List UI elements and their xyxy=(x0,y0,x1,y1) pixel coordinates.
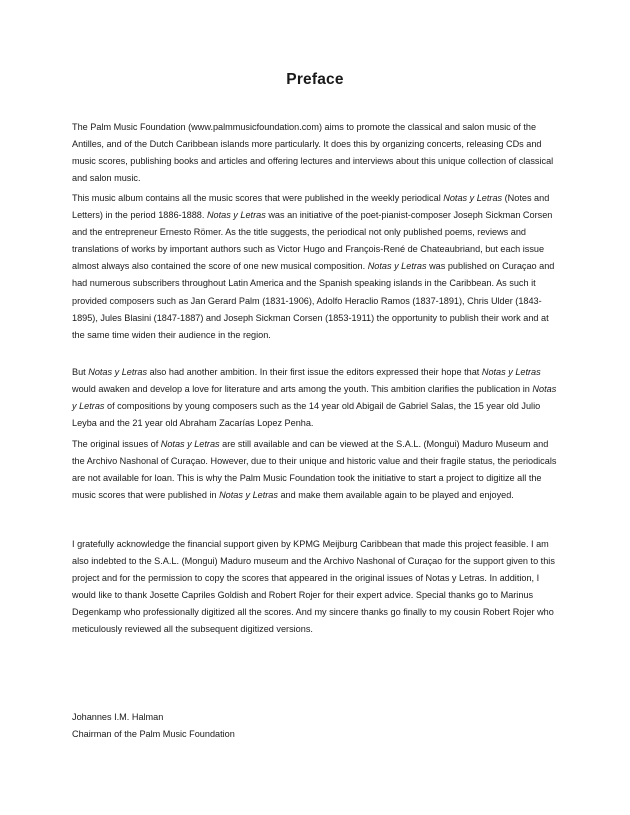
paragraph-ambition xyxy=(72,364,562,432)
signature-block xyxy=(72,709,562,743)
periodical-title: Notas y Letras xyxy=(443,193,503,203)
text-run: are still available and can be viewed at the S.A.L. (Mongui) Maduro Museum and the Archivo Nashonal of Curaçao. However, due to their unique and historic value and their fragile status, the periodicals are not available for loan. This is why the Palm Music Foundation took the initiative to start a project to digitize all the music scores that were published in xyxy=(72,439,557,501)
periodical-title: Notas y Letras xyxy=(481,367,541,377)
page-title: Preface xyxy=(286,71,344,88)
paragraph-acknowledgements: I gratefully acknowledge the financial support given by KPMG Meijburg Caribbean that made this project feasible. I am also indebted to the S.A.L. (Mongui) Maduro museum and the Archivo Nashonal of Curaçao for the support given to this project and for the permission to copy the scores that appeared in the original issues of Notas y Letras. In addition, I would like to thank Josette Capriles Goldish and Robert Rojer for their expert advice. Special thanks go to Marinus Degenkamp who professionally digitized all the scores. And my sincere thanks go finally to my cousin Robert Rojer who meticulously reviewed all the subsequent digitized versions. xyxy=(72,539,555,635)
text-run: was an initiative of the poet-pianist-composer Joseph Sickman Corsen and the entrepreneur Ernesto Römer. As the title suggests, the periodical not only published poems, reviews and translations of works by important authors such as Victor Hugo and François-René de Chateaubriand, but each issue almost always also contained the score of one new musical composition. xyxy=(72,210,553,272)
paragraph-intro: The Palm Music Foundation (www.palmmusicfoundation.com) aims to promote the classical and salon music of the Antilles, and of the Dutch Caribbean islands more particularly. It does this by organizing concerts, releasing CDs and music scores, publishing books and articles and offering lectures and interviews about this unique collection of classical and salon music. xyxy=(72,122,554,184)
text-run: (Notes and Letters) in the period 1886-1888. xyxy=(72,193,550,221)
text-run: also had another ambition. In their first issue the editors expressed their hope that xyxy=(147,367,482,377)
periodical-title: Notas y Letras xyxy=(367,261,427,272)
paragraph-music-album xyxy=(72,190,562,344)
signature-name: Johannes I.M. Halman xyxy=(72,712,164,722)
text-run: The original issues of xyxy=(72,439,161,449)
periodical-title: Notas y Letras xyxy=(88,367,148,377)
periodical-title: Notas y Letras xyxy=(160,439,220,449)
periodical-title: Notas y Letras xyxy=(206,210,266,221)
text-run: This music album contains all the music scores that were published in the weekly periodical xyxy=(72,193,444,203)
signature-role: Chairman of the Palm Music Foundation xyxy=(72,729,235,740)
paragraph-original-issues xyxy=(72,436,562,504)
text-run: would awaken and develop a love for literature and arts among the youth. This ambition clarifies the publication in xyxy=(72,384,533,395)
text-run: and make them available again to be played and enjoyed. xyxy=(277,490,514,501)
text-run: But xyxy=(72,367,89,377)
periodical-title: Notas y Letras xyxy=(219,490,278,501)
text-run: of compositions by young composers such as the 14 year old Abigail de Gabriel Salas, the 15 year old Julio Leyba and the 21 year old Abraham Zacarías Lopez Penha. xyxy=(72,401,541,429)
text-run: was published on Curaçao and had numerous subscribers throughout Latin America and the Spanish speaking islands in the Caribbean. As such it provided composers such as Jan Gerard Palm (1831-1906), Adolfo Heraclio Ramos (1837-1891), Chris Ulder (1843-1895), Jules Blasini (1847-1887) and Joseph Sickman Corsen (1853-1911) the opportunity to publish their work and at the same time widen their audience in the region. xyxy=(72,261,555,340)
periodical-title: Notas y Letras xyxy=(72,384,557,412)
